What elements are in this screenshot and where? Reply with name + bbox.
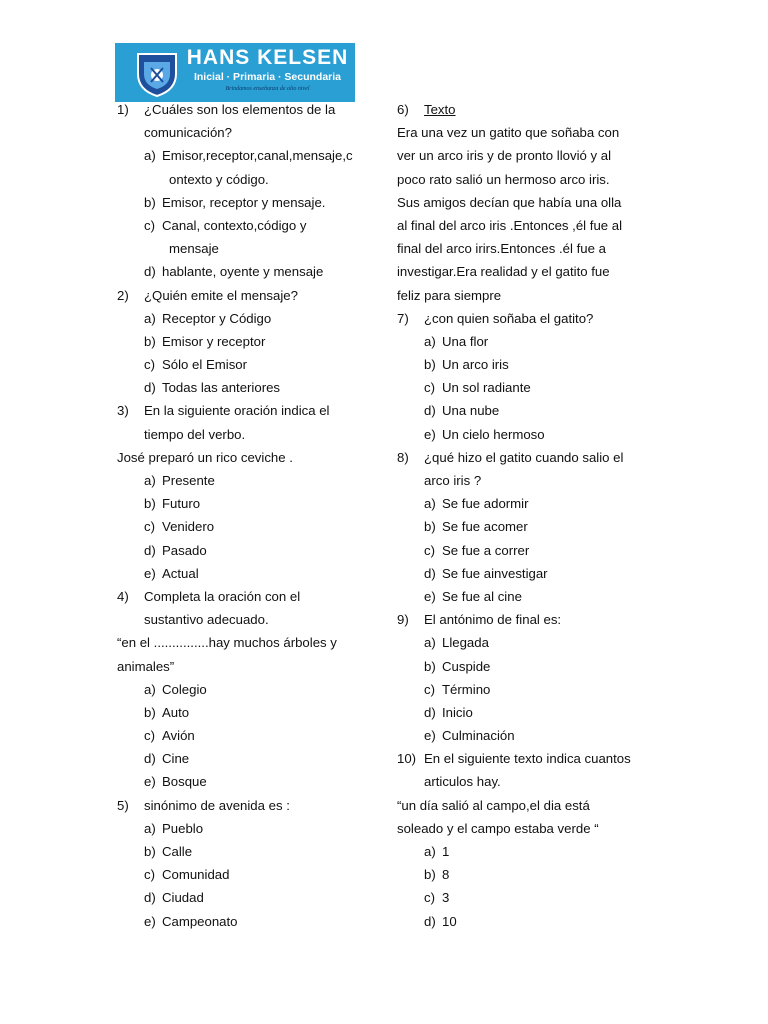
school-logo	[115, 43, 355, 102]
question-text: arco iris ?	[424, 473, 482, 488]
option-3e: e) Actual	[144, 565, 199, 581]
option-5c: c) Comunidad	[144, 867, 230, 883]
question-text: articulos hay.	[424, 774, 501, 790]
option-5e: e) Campeonato	[144, 913, 238, 929]
question-text: sustantivo adecuado.	[144, 612, 269, 628]
option-9b: b) Cuspide	[424, 658, 491, 674]
question-4: 4) Completa la oración con el	[117, 588, 301, 604]
question-3: 3) En la siguiente oración indica el	[117, 403, 330, 419]
option-2b: b) Emisor y receptor	[144, 333, 266, 349]
example-sentence: soleado y el campo estaba verde “	[397, 820, 599, 836]
option-2a: a) Receptor y Código	[144, 310, 272, 326]
option-4d: d) Cine	[144, 751, 190, 767]
option-8a: a) Se fue adormir	[424, 496, 529, 512]
option-8d: d) Se fue ainvestigar	[424, 565, 548, 581]
school-crest-icon	[132, 48, 182, 98]
option-10c: c) 3	[424, 890, 450, 906]
option-5b: b) Calle	[144, 844, 193, 859]
question-9: 9) El antónimo de final es:	[397, 612, 562, 628]
story-line: investigar.Era realidad y el gatito fue	[397, 264, 610, 280]
option-1a-cont: ontexto y código.	[169, 171, 269, 187]
text-title: Texto	[424, 102, 456, 117]
left-column	[117, 98, 375, 933]
option-10b: b) 8	[424, 867, 450, 883]
question-5: 5) sinónimo de avenida es :	[117, 797, 290, 813]
option-1d: d) hablante, oyente y mensaje	[144, 264, 324, 280]
question-text: comunicación?	[144, 125, 232, 141]
question-10: 10) En el siguiente texto indica cuantos	[397, 751, 631, 767]
question-8: 8) ¿qué hizo el gatito cuando salio el	[397, 449, 624, 465]
option-1a: a) Emisor,receptor,canal,mensaje,c	[144, 148, 353, 164]
option-1b: b) Emisor, receptor y mensaje.	[144, 194, 326, 210]
option-7e: e) Un cielo hermoso	[424, 426, 545, 442]
option-2c: c) Sólo el Emisor	[144, 357, 248, 373]
option-7b: b) Un arco iris	[424, 357, 509, 373]
option-3a: a) Presente	[144, 473, 215, 488]
story-line: Sus amigos decían que había una olla	[397, 194, 622, 210]
option-4e: e) Bosque	[144, 774, 207, 790]
option-8c: c) Se fue a correr	[424, 542, 530, 558]
option-7a: a) Una flor	[424, 333, 489, 349]
question-text: ¿Cuáles son los elementos de la	[144, 102, 336, 117]
option-9a: a) Llegada	[424, 635, 489, 651]
example-sentence: animales”	[117, 658, 175, 674]
option-10d: d) 10	[424, 913, 457, 929]
option-5a: a) Pueblo	[144, 820, 204, 836]
option-4a: a) Colegio	[144, 681, 207, 697]
option-3b: b) Futuro	[144, 496, 201, 512]
story-line: Era una vez un gatito que soñaba con	[397, 125, 620, 141]
story-line: al final del arco iris .Entonces ,él fue al	[397, 217, 623, 233]
option-3c: c) Venidero	[144, 519, 215, 535]
option-4b: b) Auto	[144, 704, 190, 720]
school-name: HANS KELSEN	[186, 46, 349, 69]
example-sentence: “un día salió al campo,el dia está	[397, 797, 590, 813]
option-9d: d) Inicio	[424, 704, 473, 720]
option-5d: d) Ciudad	[144, 890, 204, 906]
question-1	[117, 98, 375, 121]
school-tagline: Brindamos enseñanza de alto nivel	[225, 86, 310, 92]
option-1c: c) Canal, contexto,código y	[144, 217, 307, 233]
story-line: ver un arco iris y de pronto llovió y al	[397, 148, 612, 164]
option-10a: a) 1	[424, 844, 450, 859]
option-4c: c) Avión	[144, 728, 195, 744]
option-8b: b) Se fue acomer	[424, 519, 528, 535]
story-line: feliz para siempre	[397, 287, 502, 303]
option-9c: c) Término	[424, 681, 491, 697]
option-7d: d) Una nube	[424, 403, 500, 419]
question-6: 6) Texto	[397, 102, 456, 117]
option-9e: e) Culminación	[424, 728, 515, 744]
question-number: 1)	[117, 102, 129, 117]
question-text: tiempo del verbo.	[144, 426, 246, 442]
question-7: 7) ¿con quien soñaba el gatito?	[397, 310, 594, 326]
right-column	[397, 98, 659, 933]
option-2d: d) Todas las anteriores	[144, 380, 281, 396]
option-1c-cont: mensaje	[169, 241, 219, 257]
school-levels: Inicial · Primaria · Secundaria	[193, 71, 342, 83]
story-line: final del arco irirs.Entonces .él fue a	[397, 241, 606, 257]
option-7c: c) Un sol radiante	[424, 380, 531, 396]
question-2: 2) ¿Quién emite el mensaje?	[117, 287, 298, 303]
option-8e: e) Se fue al cine	[424, 588, 522, 604]
story-line: poco rato salió un hermoso arco iris.	[397, 171, 610, 187]
example-sentence: “en el ...............hay muchos árboles y	[117, 635, 337, 651]
option-3d: d) Pasado	[144, 542, 207, 558]
example-sentence: José preparó un rico ceviche .	[117, 449, 293, 465]
